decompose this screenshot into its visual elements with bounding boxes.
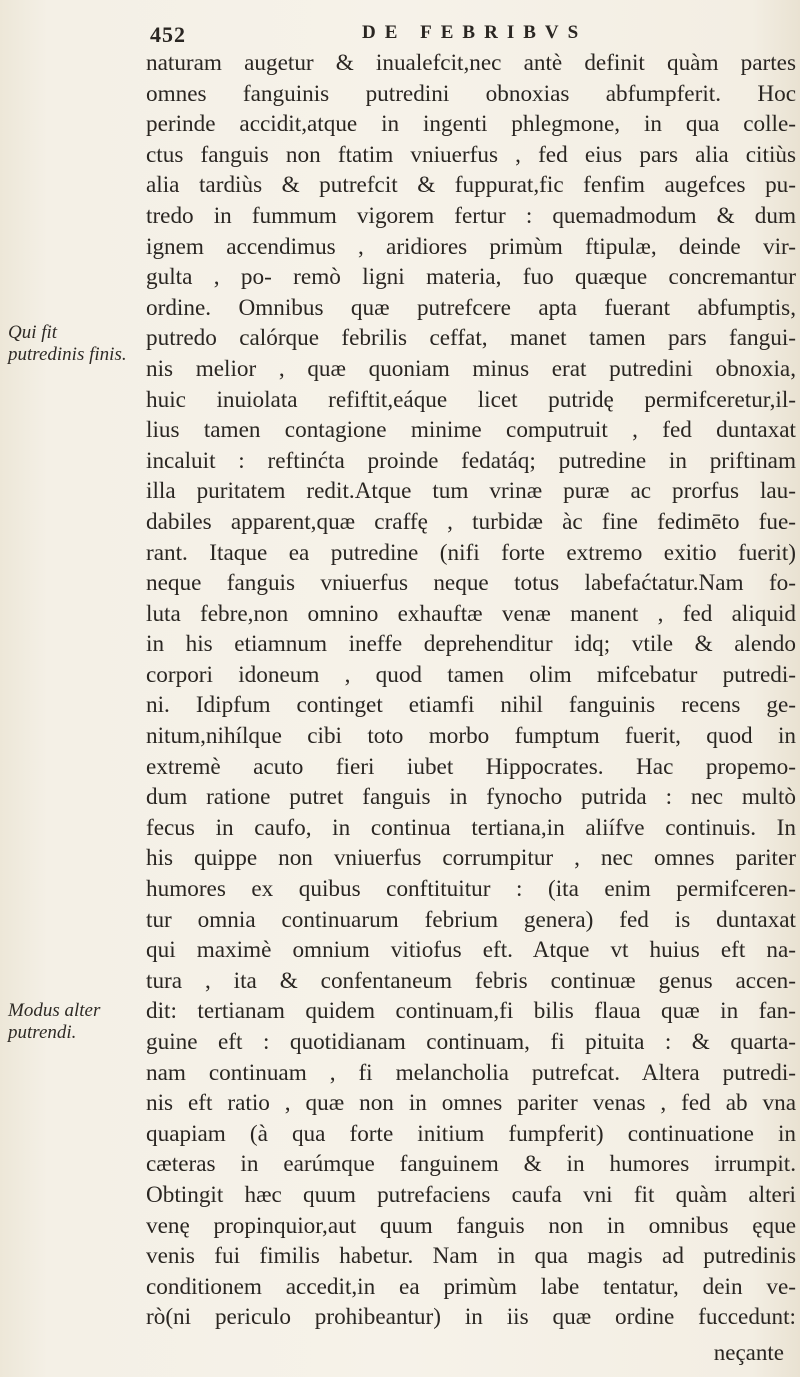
text-line: cæteras in earúmque fanguinem & in humores irrumpit. [146,1151,796,1178]
text-line: venis fui fimilis habetur. Nam in qua magis ad putredinis [146,1243,796,1270]
text-line: gulta , po- remò ligni materia, fuo quæque concremantur [146,264,796,291]
text-line: huic inuiolata refiftit,eáque licet putridę permifceretur,il- [146,386,796,413]
text-line: perinde accidit,atque in ingenti phlegmone, in qua colle- [146,111,796,138]
text-line: ordine. Omnibus quæ putrefcere apta fuerant abfumptis, [146,294,796,321]
text-line: nis eft ratio , quæ non in omnes pariter venas , fed ab vna [146,1090,796,1117]
text-line: nis melior , quæ quoniam minus erat putredini obnoxia, [146,355,796,382]
text-line: tura , ita & confentaneum febris continuæ genus accen- [146,967,796,994]
running-head: DE FEBRIBVS [362,22,588,43]
text-line: lius tamen contagione minime computruit , fed duntaxat [146,417,796,444]
text-line: guine eft : quotidianam continuam, fi pituita : & quarta- [146,1029,796,1055]
margin-note-putredinis-finis: Qui fit putredinis finis. [8,322,127,365]
text-line: extremè acuto fieri iubet Hippocrates. Hac propemo- [146,753,796,780]
text-line: nam continuam , fi melancholia putrefcat. Altera putredi- [146,1059,796,1086]
text-line: ctus fanguis non ftatim vniuerfus , fed eius pars alia citiùs [146,141,796,168]
text-line: tredo in fummum vigorem fertur : quemadmodum & dum [146,202,796,229]
text-line: quapiam (à qua forte initium fumpferit) continuatione in [146,1120,796,1147]
text-line: conditionem accedit,in ea primùm labe tentatur, dein ve- [146,1273,796,1300]
text-line: incaluit : reftinćta proinde fedatáq; putredine in priftinam [146,447,796,474]
text-line: his quippe non vniuerfus corrumpitur , nec omnes pariter [146,845,796,872]
page-number: 452 [150,22,186,47]
text-line: tur omnia continuarum febrium genera) fed is duntaxat [146,906,796,933]
text-line: dum ratione putret fanguis in fynocho putrida : nec multò [146,784,796,811]
body-text [146,48,796,1333]
text-line: in his etiamnum ineffe deprehenditur idq; vtile & alendo [146,631,796,658]
text-line: omnes fanguinis putredini obnoxias abfumpferit. Hoc [146,80,796,107]
text-line: luta febre,non omnino exhauftæ venæ manent , fed aliquid [146,600,796,627]
text-line: illa puritatem redit.Atque tum vrinæ puræ ac prorfus lau- [146,478,796,505]
text-line: neque fanguis vniuerfus neque totus labefaćtatur.Nam fo- [146,570,796,597]
text-line: naturam augetur & inualefcit,nec antè definit quàm partes [146,50,796,76]
text-line: qui maximè omnium vitiofus eft. Atque vt huius eft na- [146,937,796,964]
text-line: alia tardiùs & putrefcit & fuppurat,fic fenfim augefces pu- [146,172,796,199]
text-line: rò(ni periculo prohibeantur) in iis quæ ordine fuccedunt: [146,1304,796,1331]
text-line: Obtingit hæc quum putrefaciens caufa vni fit quàm alteri [146,1181,796,1208]
text-line: humores ex quibus conftituitur : (ita enim permifceren- [146,876,796,903]
text-line: ignem accendimus , aridiores primùm ftipulæ, deinde vir- [146,233,796,260]
text-line: venę propinquior,aut quum fanguis non in omnibus ęque [146,1212,796,1239]
margin-note-modus-alter: Modus alter putrendi. [8,1000,101,1043]
text-line: dit: tertianam quidem continuam,fi bilis flaua quæ in fan- [146,998,796,1025]
text-line: dabiles apparent,quæ craffę , turbidæ àc fine fedimēto fue- [146,508,796,535]
text-line: fecus in caufo, in continua tertiana,in aliífve continuis. In [146,814,796,841]
text-line: nitum,nihílque cibi toto morbo fumptum fuerit, quod in [146,723,796,750]
text-line: putredo calórque febrilis ceffat, manet tamen pars fangui- [146,325,796,352]
catchword: neçante [713,1340,784,1365]
text-line: corpori idoneum , quod tamen olim mifcebatur putredi- [146,661,796,688]
page-header [150,12,790,47]
text-line: ni. Idipfum continget etiamfi nihil fanguinis recens ge- [146,692,796,719]
text-line: rant. Itaque ea putredine (nifi forte extremo exitio fuerit) [146,539,796,566]
